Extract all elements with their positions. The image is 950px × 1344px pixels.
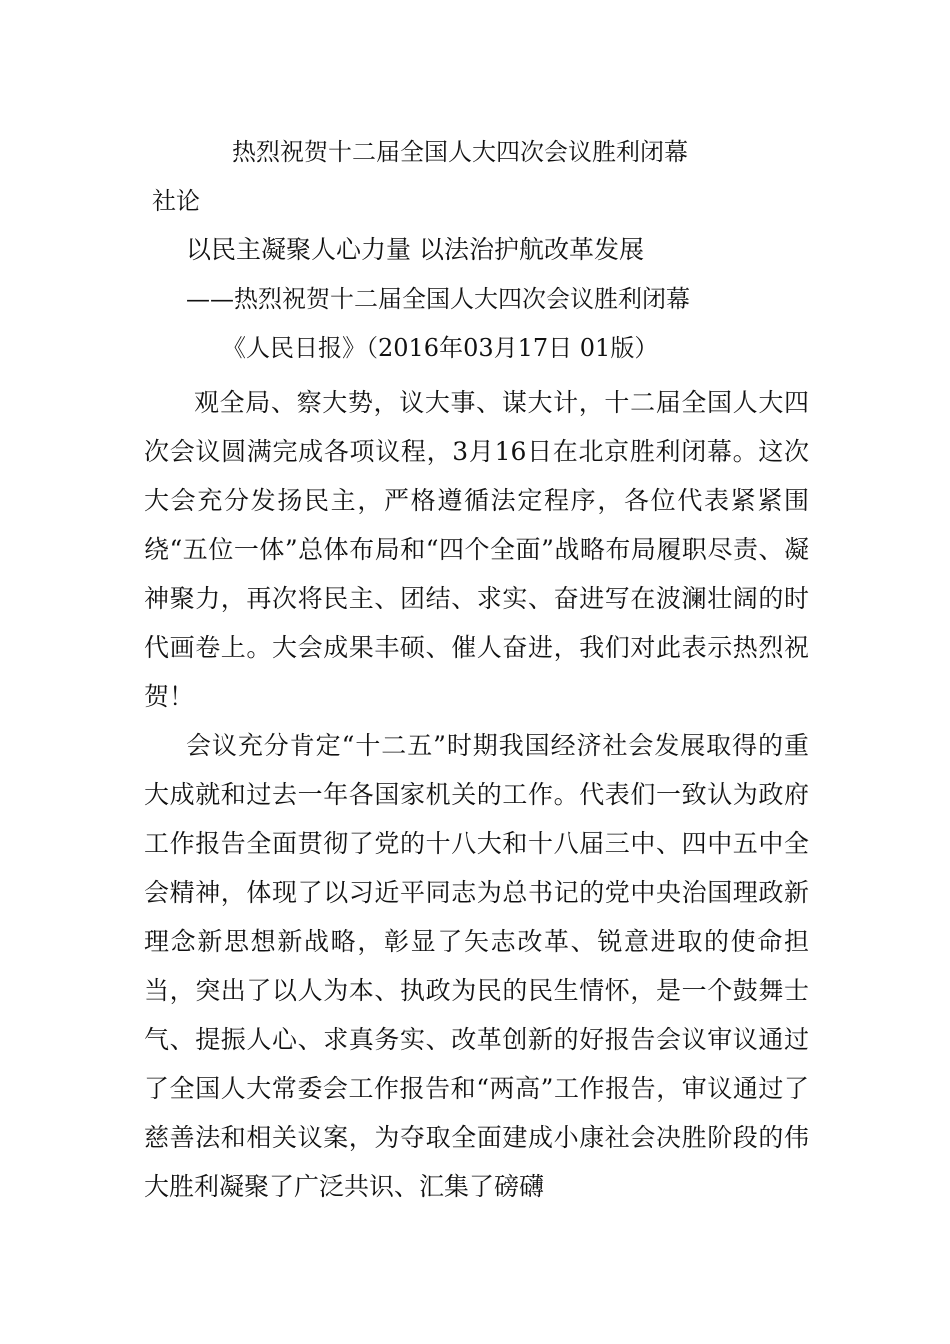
header-title: 热烈祝贺十二届全国人大四次会议胜利闭幕: [232, 138, 688, 166]
body-paragraph: 观全局、察大势，议大事、谋大计，十二届全国人大四次会议圆满完成各项议程，3月16日在北京胜利闭幕。这次大会充分发扬民主，严格遵循法定程序，各位代表紧紧围绕“五位一体”总体布局和“四个全面”战略布局履职尽责、凝神聚力，再次将民主、团结、求实、奋进写在波澜壮阔的时代画卷上。大会成果丰硕、催人奋进，我们对此表示热烈祝贺！: [144, 388, 809, 711]
article-headline: 以民主凝聚人心力量 以法治护航改革发展: [186, 235, 644, 264]
column-label: 社论: [152, 187, 200, 215]
body-paragraph: 会议充分肯定“十二五”时期我国经济社会发展取得的重大成就和过去一年各国家机关的工作。代表们一致认为政府工作报告全面贯彻了党的十八大和十八届三中、四中五中全会精神，体现了以习近平同志为总书记的党中央治国理政新理念新思想新战略，彰显了矢志改革、锐意进取的使命担当，突出了以人为本、执政为民的民生情怀，是一个鼓舞士气、提振人心、求真务实、改革创新的好报告会议审议通过了全国人大常委会工作报告和“两高”工作报告，审议通过了慈善法和相关议案，为夺取全面建成小康社会决胜阶段的伟大胜利凝聚了广泛共识、汇集了磅礴: [144, 731, 809, 1201]
article-source: 《人民日报》（2016年03月17日 01版）: [222, 334, 659, 362]
article-subheadline: ——热烈祝贺十二届全国人大四次会议胜利闭幕: [186, 285, 690, 313]
article-body: [144, 378, 809, 1211]
